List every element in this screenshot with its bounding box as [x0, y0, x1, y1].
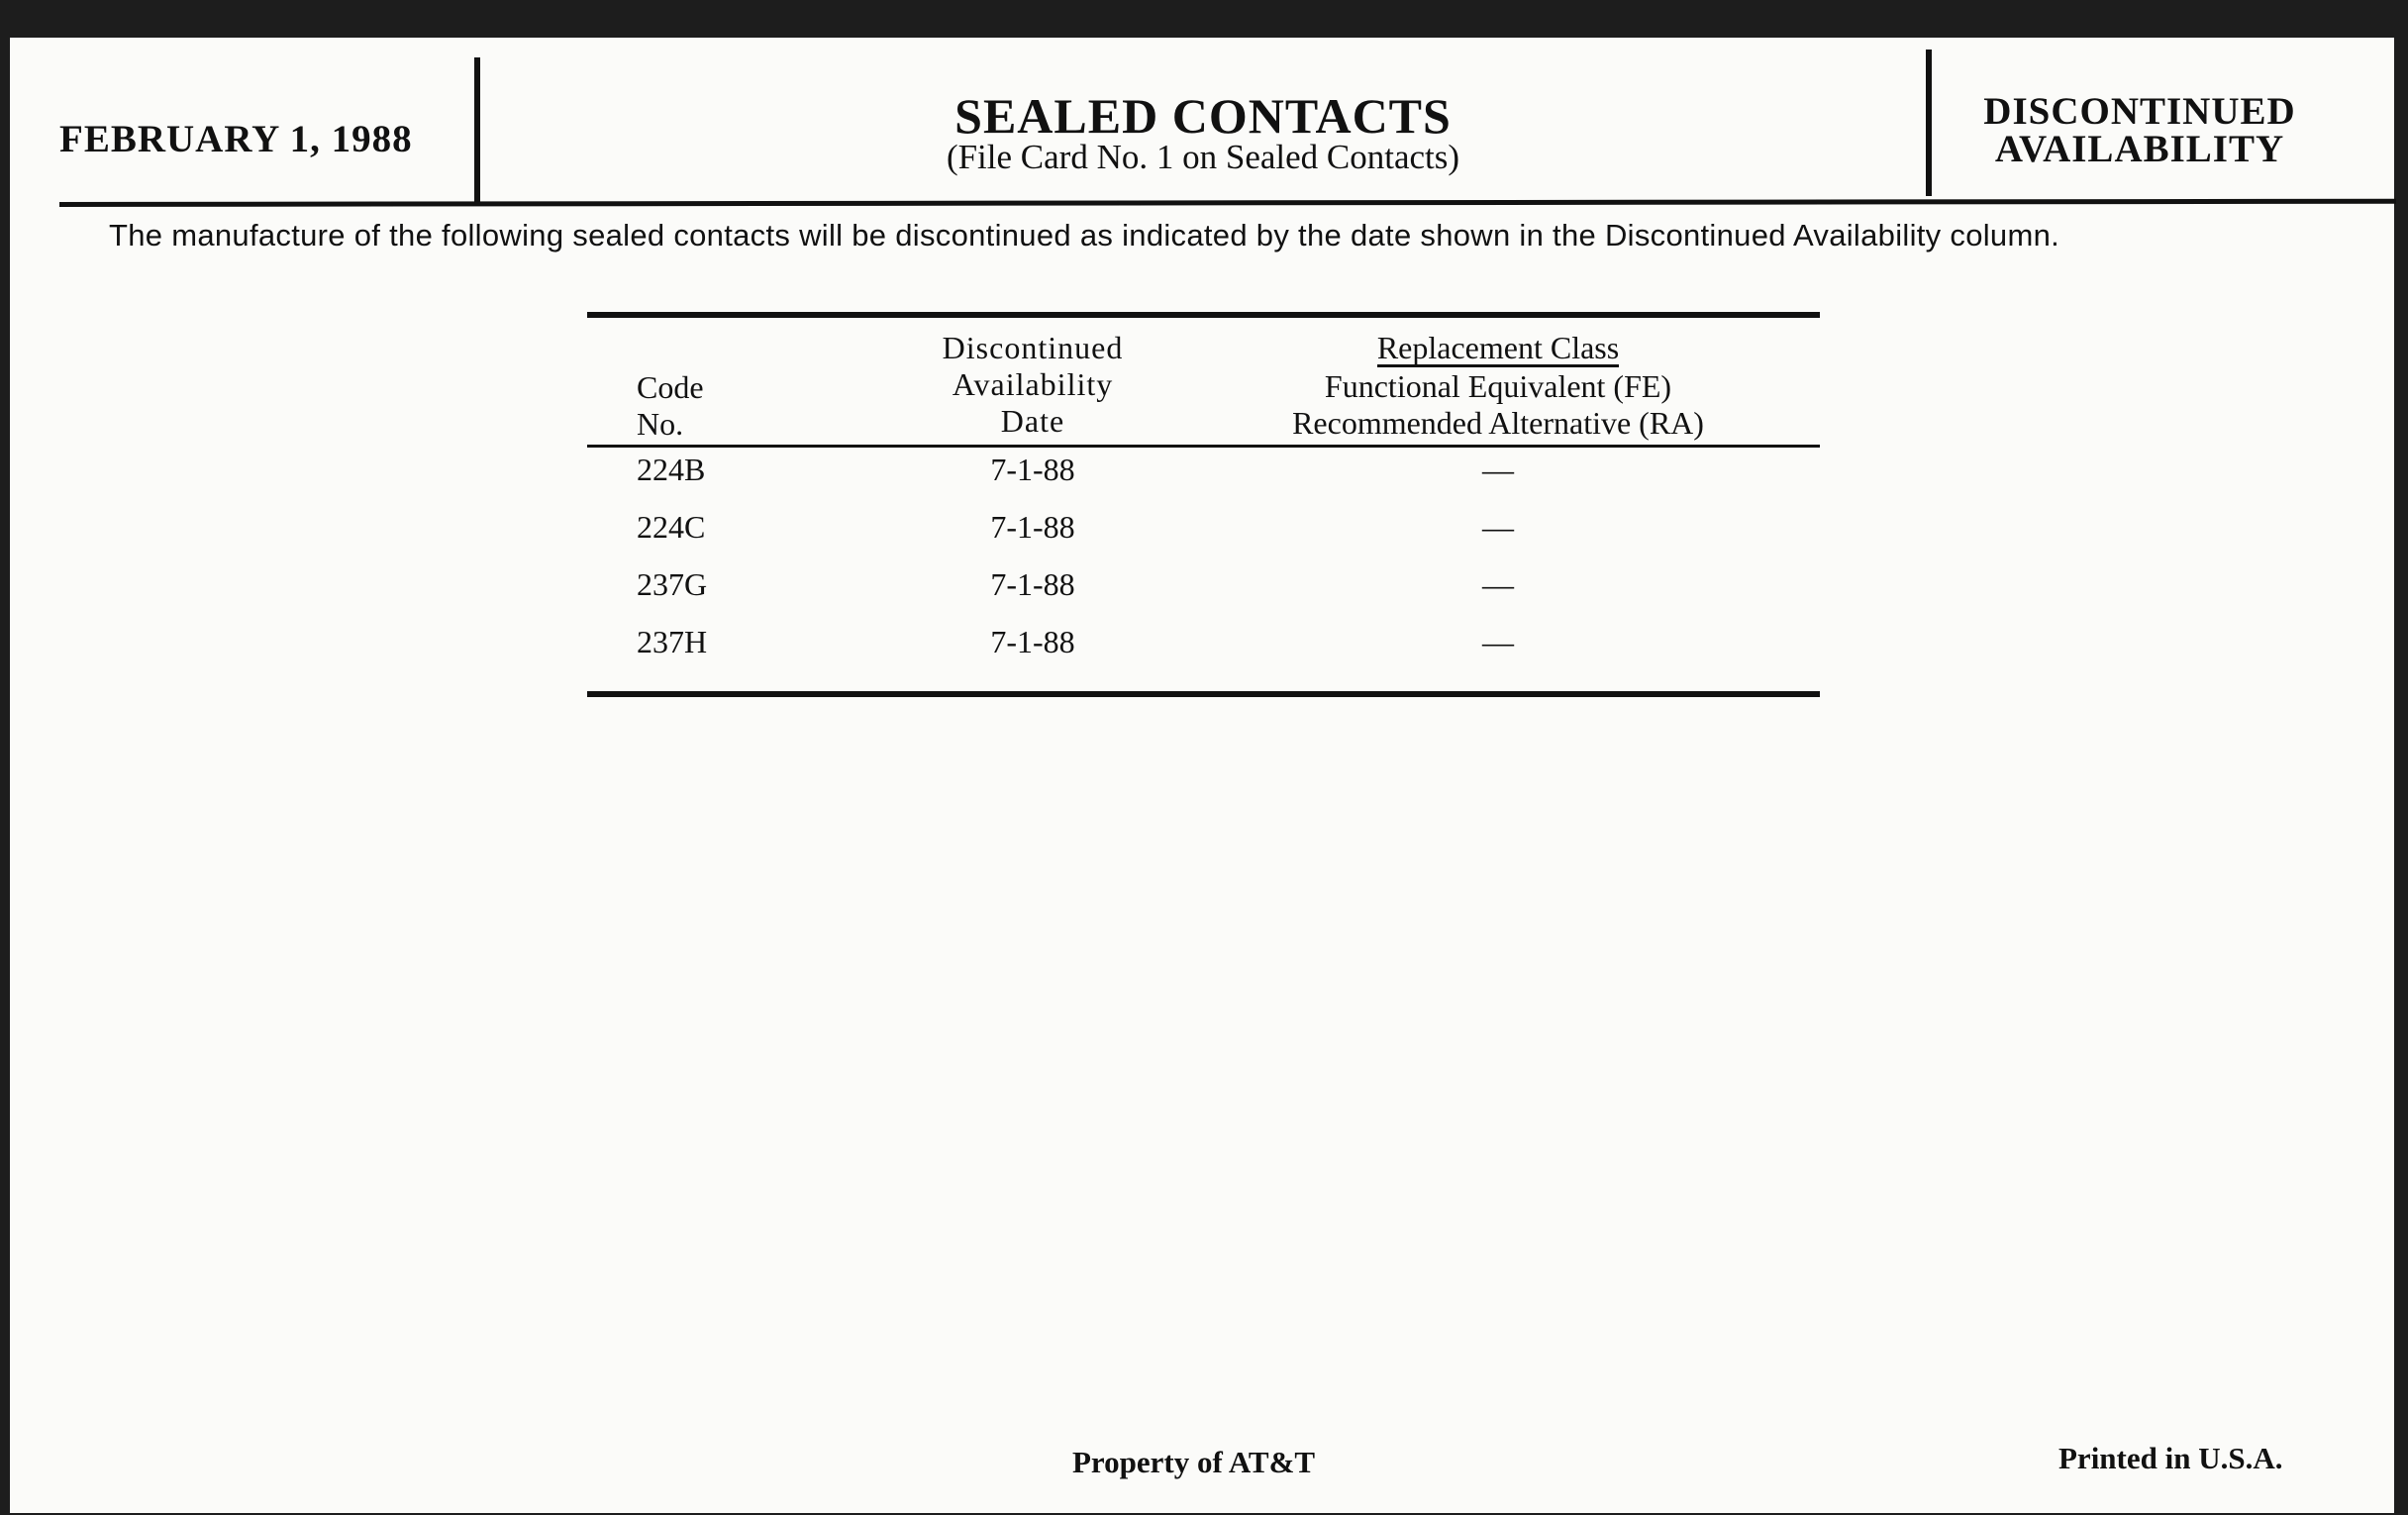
table-row: [587, 624, 1820, 681]
table-row: [587, 452, 1820, 509]
header-code: [637, 369, 704, 443]
header-code-line2: No.: [637, 406, 684, 442]
cell-replacement: —: [1482, 509, 1514, 545]
footer-printed: Printed in U.S.A.: [2058, 1441, 2283, 1475]
table-header: [587, 318, 1820, 445]
table-bottom-rule: [587, 691, 1820, 697]
contacts-table: [587, 312, 1820, 697]
header-replacement-line2: Functional Equivalent (FE): [1324, 368, 1672, 404]
header-date-column: [874, 330, 1191, 440]
cell-replacement: —: [1482, 624, 1514, 659]
header-date-line2: Availability: [952, 366, 1114, 402]
file-card: [10, 38, 2394, 1513]
table-row: [587, 566, 1820, 624]
cell-code: 237G: [637, 566, 708, 602]
footer-property: Property of AT&T: [1072, 1445, 1316, 1479]
header-replacement-title: Replacement Class: [1376, 330, 1620, 365]
header-date-line1: Discontinued: [942, 330, 1124, 365]
header-date: FEBRUARY 1, 1988: [59, 118, 413, 160]
intro-text: The manufacture of the following sealed contacts will be discontinued as indicated by the date shown in the Discontinued Availability column.: [109, 218, 2060, 252]
cell-date: 7-1-88: [990, 509, 1075, 545]
header-replacement-line3: Recommended Alternative (RA): [1292, 405, 1704, 441]
table-body: [587, 448, 1820, 691]
cell-code: 237H: [637, 624, 708, 659]
header-status-line2: AVAILABILITY: [1994, 128, 2285, 170]
cell-code: 224B: [637, 452, 706, 487]
header-replacement: [1221, 330, 1775, 442]
cell-code: 224C: [637, 509, 706, 545]
header-status-line1: DISCONTINUED: [1983, 90, 2296, 133]
page-title: SEALED CONTACTS: [954, 88, 1452, 144]
cell-replacement: —: [1482, 452, 1514, 487]
header-status: [1932, 90, 2348, 170]
scan-border: [2394, 0, 2408, 1515]
cell-replacement: —: [1482, 566, 1514, 602]
table-row: [587, 509, 1820, 566]
header-code-line1: Code: [637, 369, 704, 405]
cell-date: 7-1-88: [990, 452, 1075, 487]
cell-date: 7-1-88: [990, 566, 1075, 602]
cell-date: 7-1-88: [990, 624, 1075, 659]
header-date-line3: Date: [1000, 403, 1065, 439]
page-subtitle: (File Card No. 1 on Sealed Contacts): [946, 138, 1460, 176]
